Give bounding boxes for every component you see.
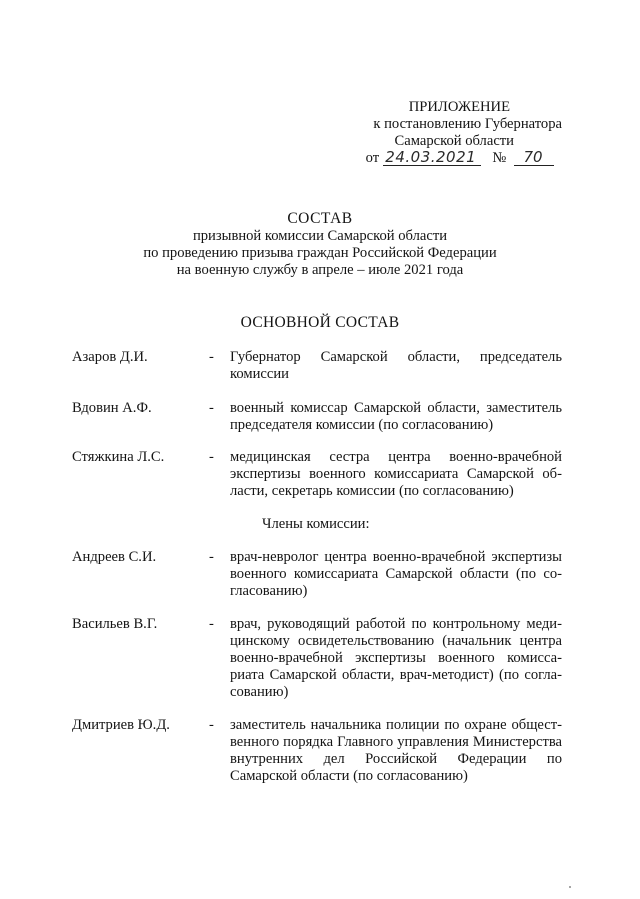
handwritten-date: 24.03.2021 [383, 150, 481, 166]
number-sign: № [492, 150, 507, 166]
member-dash: - [209, 549, 214, 565]
member-name: Васильев В.Г. [72, 616, 158, 632]
member-description: врач, руководящий работой по контрольному медицинскому освидетельствованию (начальник центра военно-врачебной экспертизы военного комиссариата Самарской области, врач-методист) (по согласованию) [230, 616, 562, 700]
member-dash: - [209, 449, 214, 465]
commission-members-label: Члены комиссии: [262, 516, 370, 532]
appendix-header [330, 99, 562, 167]
date-prefix: от [365, 150, 380, 166]
scan-speck [569, 886, 571, 888]
member-dash: - [209, 349, 214, 365]
handwritten-number: 70 [514, 150, 554, 166]
member-name: Азаров Д.И. [72, 349, 148, 365]
heading-line-1: призывной комиссии Самарской области [192, 228, 448, 244]
document-heading [100, 210, 540, 279]
appendix-line-region: Самарской области [394, 133, 514, 149]
member-description: заместитель начальника полиции по охране общественного порядка Главного управления Министерства внутренних дел Российской Федерации по Самарской области (по согласованию) [230, 717, 562, 784]
member-dash: - [209, 717, 214, 733]
heading-line-3: на военную службу в апреле – июле 2021 года [176, 262, 464, 278]
member-name: Вдовин А.Ф. [72, 400, 152, 416]
member-description: медицинская сестра центра военно-врачебной экспертизы военного комиссариата Самарской области, секретарь комиссии (по согласованию) [230, 449, 562, 499]
member-description: Губернатор Самарской области, председатель комиссии [230, 349, 562, 382]
heading-title: СОСТАВ [287, 210, 353, 227]
member-name: Андреев С.И. [72, 549, 157, 565]
main-composition-title: ОСНОВНОЙ СОСТАВ [240, 314, 400, 331]
member-description: врач-невролог центра военно-врачебной экспертизы военного комиссариата Самарской области (по согласованию) [230, 549, 562, 599]
member-description: военный комиссар Самарской области, заместитель председателя комиссии (по согласованию) [230, 400, 562, 433]
member-name: Стяжкина Л.С. [72, 449, 165, 465]
member-dash: - [209, 400, 214, 416]
heading-line-2: по проведению призыва граждан Российской Федерации [143, 245, 497, 261]
appendix-date-number-line [330, 150, 562, 167]
appendix-line-decree: к постановлению Губернатора [373, 116, 562, 132]
member-dash: - [209, 616, 214, 632]
member-name: Дмитриев Ю.Д. [72, 717, 170, 733]
appendix-title: ПРИЛОЖЕНИЕ [408, 99, 510, 115]
